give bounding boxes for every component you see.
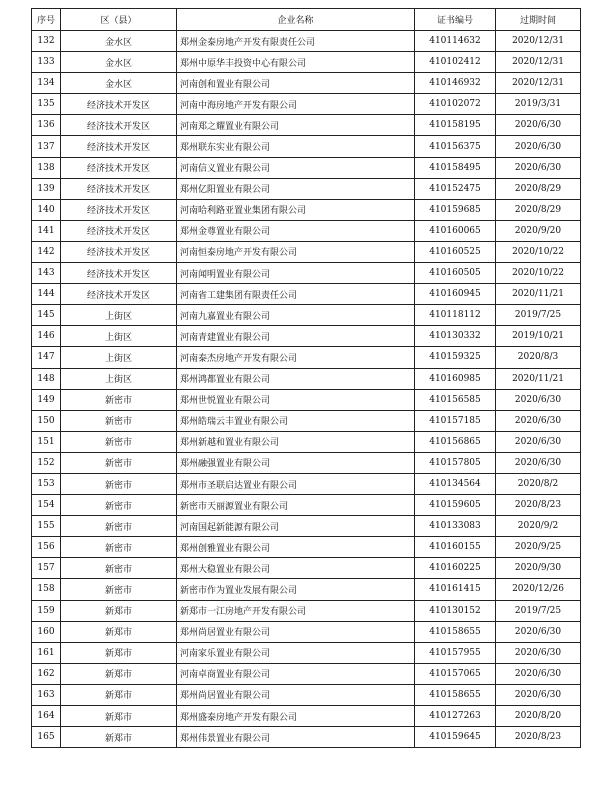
cell-company: 新郑市一江房地产开发有限公司 [177,600,415,621]
table-row [32,579,581,600]
cell-expiry: 2020/9/30 [496,558,581,579]
cell-expiry: 2020/6/30 [496,389,581,410]
cell-cert: 410157955 [415,642,496,663]
cell-cert: 410157805 [415,452,496,473]
cell-cert: 410159325 [415,347,496,368]
cell-cert: 410156585 [415,389,496,410]
table-row [32,157,581,178]
cell-expiry: 2020/12/26 [496,579,581,600]
cell-no: 140 [32,199,61,220]
cell-cert: 410160945 [415,284,496,305]
cell-company: 郑州金尊置业有限公司 [177,220,415,241]
cell-cert: 410127263 [415,706,496,727]
cell-expiry: 2019/10/21 [496,326,581,347]
cell-expiry: 2020/6/30 [496,621,581,642]
cell-district: 经济技术开发区 [61,94,177,115]
table-row [32,410,581,431]
cell-no: 158 [32,579,61,600]
cell-district: 新密市 [61,410,177,431]
cell-district: 经济技术开发区 [61,241,177,262]
cell-district: 新密市 [61,537,177,558]
table-row [32,31,581,52]
cell-district: 新密市 [61,389,177,410]
cell-district: 金水区 [61,52,177,73]
cell-company: 郑州创雅置业有限公司 [177,537,415,558]
table-row [32,347,581,368]
cell-no: 164 [32,706,61,727]
cell-no: 147 [32,347,61,368]
cell-expiry: 2020/8/23 [496,727,581,748]
table-row [32,516,581,537]
cell-no: 136 [32,115,61,136]
table-row [32,495,581,516]
cell-district: 新郑市 [61,684,177,705]
table-row [32,558,581,579]
cell-no: 161 [32,642,61,663]
cell-district: 经济技术开发区 [61,220,177,241]
table-row [32,115,581,136]
cell-district: 新密市 [61,495,177,516]
cell-cert: 410157065 [415,663,496,684]
cell-district: 新郑市 [61,621,177,642]
table-row [32,642,581,663]
cell-no: 154 [32,495,61,516]
cell-company: 郑州世悦置业有限公司 [177,389,415,410]
cell-company: 郑州市圣联启达置业有限公司 [177,473,415,494]
cell-expiry: 2020/8/29 [496,178,581,199]
cell-district: 上街区 [61,326,177,347]
cell-company: 郑州盛泰房地产开发有限公司 [177,706,415,727]
cell-company: 河南青建置业有限公司 [177,326,415,347]
table-row [32,94,581,115]
cell-cert: 410160225 [415,558,496,579]
cell-cert: 410134564 [415,473,496,494]
cell-company: 新密市天丽源置业有限公司 [177,495,415,516]
cell-cert: 410156375 [415,136,496,157]
cell-cert: 410157185 [415,410,496,431]
cell-company: 郑州中原华丰投资中心有限公司 [177,52,415,73]
cell-no: 134 [32,73,61,94]
cell-no: 143 [32,263,61,284]
cell-cert: 410159645 [415,727,496,748]
cell-company: 郑州伟景置业有限公司 [177,727,415,748]
cell-cert: 410160505 [415,263,496,284]
cell-expiry: 2019/3/31 [496,94,581,115]
cell-company: 河南郑之耀置业有限公司 [177,115,415,136]
cell-company: 郑州皓瑞云丰置业有限公司 [177,410,415,431]
cell-district: 经济技术开发区 [61,284,177,305]
cell-company: 郑州尚居置业有限公司 [177,684,415,705]
cell-district: 金水区 [61,31,177,52]
cell-company: 郑州金泰房地产开发有限责任公司 [177,31,415,52]
cell-company: 郑州尚居置业有限公司 [177,621,415,642]
header-company: 企业名称 [177,9,415,31]
cell-district: 新密市 [61,473,177,494]
table-row [32,473,581,494]
cell-company: 河南信义置业有限公司 [177,157,415,178]
cell-district: 新密市 [61,452,177,473]
cell-company: 河南中海房地产开发有限公司 [177,94,415,115]
table-row [32,389,581,410]
cell-company: 郑州融强置业有限公司 [177,452,415,473]
table-body [32,31,581,748]
cell-no: 144 [32,284,61,305]
header-cert: 证书编号 [415,9,496,31]
cell-expiry: 2019/7/25 [496,600,581,621]
cell-expiry: 2020/12/31 [496,52,581,73]
cell-cert: 410118112 [415,305,496,326]
cell-district: 新郑市 [61,727,177,748]
cell-cert: 410114632 [415,31,496,52]
cell-company: 河南卓商置业有限公司 [177,663,415,684]
cell-no: 155 [32,516,61,537]
cell-cert: 410159685 [415,199,496,220]
cell-district: 新密市 [61,579,177,600]
cell-no: 153 [32,473,61,494]
cell-no: 150 [32,410,61,431]
table-row [32,621,581,642]
cell-cert: 410158195 [415,115,496,136]
cell-expiry: 2020/9/2 [496,516,581,537]
cell-district: 经济技术开发区 [61,263,177,284]
cell-cert: 410102072 [415,94,496,115]
table-row [32,368,581,389]
cell-cert: 410159605 [415,495,496,516]
cell-no: 138 [32,157,61,178]
cell-no: 160 [32,621,61,642]
cell-cert: 410160065 [415,220,496,241]
cell-district: 经济技术开发区 [61,157,177,178]
table-row [32,663,581,684]
cell-expiry: 2020/12/31 [496,31,581,52]
cell-company: 郑州大稳置业有限公司 [177,558,415,579]
cell-no: 159 [32,600,61,621]
table-row [32,537,581,558]
cell-cert: 410158655 [415,621,496,642]
cell-cert: 410130332 [415,326,496,347]
cell-expiry: 2020/8/23 [496,495,581,516]
table-row [32,326,581,347]
cell-expiry: 2019/7/25 [496,305,581,326]
cell-cert: 410133083 [415,516,496,537]
header-district: 区（县） [61,9,177,31]
table-row [32,431,581,452]
cell-expiry: 2020/6/30 [496,115,581,136]
table-row [32,684,581,705]
cell-expiry: 2020/12/31 [496,73,581,94]
cell-company: 郑州鸿都置业有限公司 [177,368,415,389]
cell-company: 郑州亿阳置业有限公司 [177,178,415,199]
cell-expiry: 2020/8/29 [496,199,581,220]
cell-cert: 410146932 [415,73,496,94]
cell-district: 经济技术开发区 [61,199,177,220]
cell-no: 141 [32,220,61,241]
cell-district: 新郑市 [61,663,177,684]
table-row [32,136,581,157]
cell-district: 经济技术开发区 [61,136,177,157]
cell-district: 上街区 [61,305,177,326]
cell-cert: 410152475 [415,178,496,199]
cell-company: 河南国起新能源有限公司 [177,516,415,537]
cell-no: 149 [32,389,61,410]
cell-expiry: 2020/9/20 [496,220,581,241]
table-row [32,73,581,94]
cell-expiry: 2020/11/21 [496,368,581,389]
cell-no: 152 [32,452,61,473]
cell-cert: 410160985 [415,368,496,389]
cell-company: 河南家乐置业有限公司 [177,642,415,663]
cell-no: 148 [32,368,61,389]
cell-district: 新密市 [61,516,177,537]
cell-cert: 410158655 [415,684,496,705]
table-row [32,727,581,748]
cell-no: 135 [32,94,61,115]
table-row [32,305,581,326]
cell-expiry: 2020/10/22 [496,263,581,284]
cell-expiry: 2020/6/30 [496,410,581,431]
cell-no: 157 [32,558,61,579]
cell-expiry: 2020/10/22 [496,241,581,262]
header-expiry: 过期时间 [496,9,581,31]
cell-no: 163 [32,684,61,705]
cell-expiry: 2020/8/3 [496,347,581,368]
cell-no: 139 [32,178,61,199]
cell-cert: 410102412 [415,52,496,73]
table-row [32,706,581,727]
table-row [32,220,581,241]
cell-no: 145 [32,305,61,326]
cell-company: 河南哈利路亚置业集团有限公司 [177,199,415,220]
cell-company: 河南省工建集团有限责任公司 [177,284,415,305]
cell-district: 金水区 [61,73,177,94]
cell-cert: 410158495 [415,157,496,178]
cell-district: 经济技术开发区 [61,115,177,136]
cell-company: 河南创和置业有限公司 [177,73,415,94]
cell-cert: 410156865 [415,431,496,452]
cell-district: 新密市 [61,431,177,452]
cell-district: 新密市 [61,558,177,579]
cell-expiry: 2020/6/30 [496,431,581,452]
cell-no: 133 [32,52,61,73]
cell-no: 137 [32,136,61,157]
cell-cert: 410160155 [415,537,496,558]
table-row [32,600,581,621]
cell-expiry: 2020/6/30 [496,663,581,684]
cell-no: 142 [32,241,61,262]
cell-company: 河南恒泰房地产开发有限公司 [177,241,415,262]
table-row [32,263,581,284]
cell-company: 河南泰杰房地产开发有限公司 [177,347,415,368]
cell-company: 新密市作为置业发展有限公司 [177,579,415,600]
table-row [32,452,581,473]
table-row [32,199,581,220]
cell-expiry: 2020/6/30 [496,157,581,178]
cell-cert: 410160525 [415,241,496,262]
table-row [32,241,581,262]
cell-district: 经济技术开发区 [61,178,177,199]
cell-cert: 410161415 [415,579,496,600]
cell-company: 郑州联东实业有限公司 [177,136,415,157]
table-row [32,178,581,199]
cell-expiry: 2020/8/20 [496,706,581,727]
cell-company: 河南闻明置业有限公司 [177,263,415,284]
cell-no: 162 [32,663,61,684]
table-row [32,52,581,73]
cell-expiry: 2020/6/30 [496,684,581,705]
cell-no: 146 [32,326,61,347]
cell-district: 新郑市 [61,642,177,663]
cell-expiry: 2020/8/2 [496,473,581,494]
cell-expiry: 2020/11/21 [496,284,581,305]
cell-no: 156 [32,537,61,558]
cell-company: 河南九嘉置业有限公司 [177,305,415,326]
cell-expiry: 2020/6/30 [496,452,581,473]
cell-expiry: 2020/6/30 [496,136,581,157]
table-row [32,284,581,305]
cell-district: 新郑市 [61,600,177,621]
cell-company: 郑州新越和置业有限公司 [177,431,415,452]
header-no: 序号 [32,9,61,31]
cell-no: 151 [32,431,61,452]
cell-district: 新郑市 [61,706,177,727]
table-header-row [32,9,581,31]
cell-no: 132 [32,31,61,52]
cell-expiry: 2020/6/30 [496,642,581,663]
cell-district: 上街区 [61,368,177,389]
cell-no: 165 [32,727,61,748]
registry-table [31,8,581,748]
cell-district: 上街区 [61,347,177,368]
cell-expiry: 2020/9/25 [496,537,581,558]
cell-cert: 410130152 [415,600,496,621]
